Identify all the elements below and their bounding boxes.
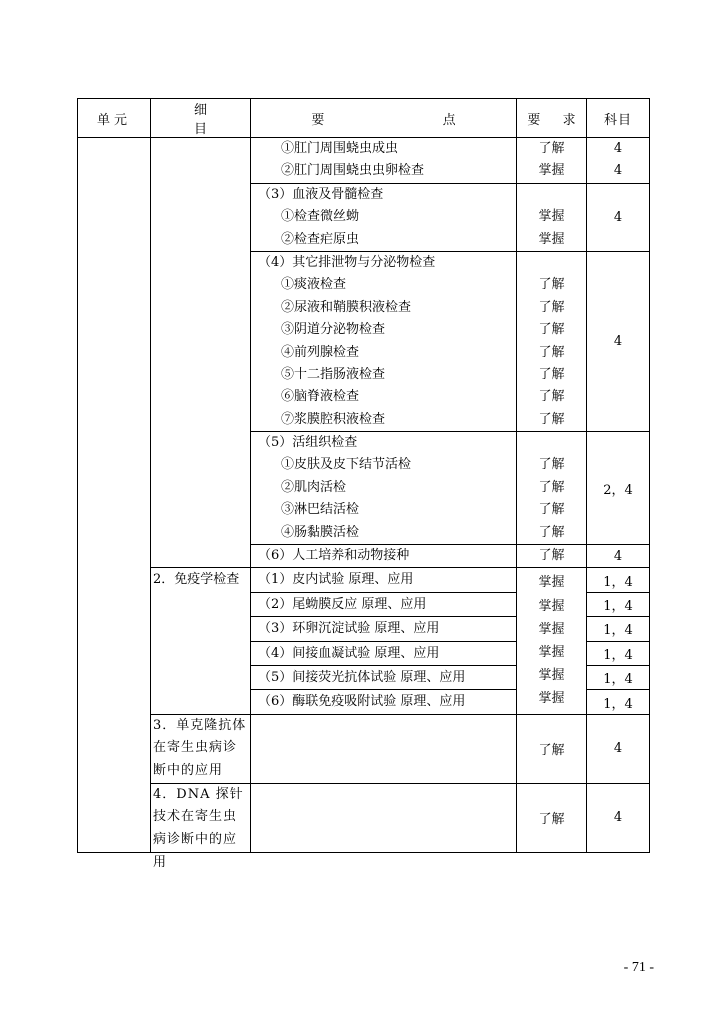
point-title: （5）间接荧光抗体试验 原理、应用 [258, 669, 466, 685]
detail-cell-monoclonal [151, 714, 251, 783]
point-line: ②肛门周围蛲虫虫卵检查 [281, 163, 425, 179]
points-cell [251, 690, 517, 714]
point-line: ②尿液和鞘膜积液检查 [281, 299, 412, 315]
header-points [251, 99, 517, 138]
point-line: ③阴道分泌物检查 [281, 322, 386, 338]
requirement-line: 掌握 [538, 575, 565, 591]
point-title: （4）其它排泄物与分泌物检查 [258, 254, 436, 270]
header-subject: 科目 [587, 99, 650, 138]
subject-cell: 1，4 [587, 665, 650, 689]
point-title: （3）血液及骨髓检查 [258, 186, 384, 202]
requirement-line: 掌握 [538, 668, 565, 684]
requirement-line: 掌握 [538, 621, 565, 637]
requirement-line: 了解 [538, 322, 565, 338]
requirement-line: 掌握 [538, 644, 565, 660]
requirement-line: 了解 [538, 479, 565, 495]
subject-cell: 1，4 [587, 617, 650, 641]
points-cell [251, 251, 517, 431]
subject-cell: 1，4 [587, 568, 650, 592]
point-title: （6）人工培养和动物接种 [258, 548, 410, 564]
point-line: ①检查微丝蚴 [281, 209, 360, 225]
table-row [78, 138, 650, 184]
table-row [78, 714, 650, 783]
requirement-line: 掌握 [538, 691, 565, 707]
points-cell [251, 617, 517, 641]
header-requirement [517, 99, 587, 138]
requirement-cell: 了解 [517, 714, 587, 783]
unit-cell [78, 138, 151, 853]
detail-cell-empty [151, 138, 251, 568]
points-cell [251, 545, 517, 568]
requirement-line: 了解 [538, 389, 565, 405]
subject-cell: 4 [587, 783, 650, 852]
requirement-line: 了解 [538, 141, 565, 156]
table-row [78, 783, 650, 852]
subject-line: 4 [613, 141, 623, 156]
points-cell-empty [251, 714, 517, 783]
point-line: ⑤十二指肠液检查 [281, 366, 386, 382]
detail-text: 3．单克隆抗体在寄生虫病诊断中的应用 [153, 717, 247, 778]
point-line: ②检查疟原虫 [281, 231, 360, 247]
requirement-cell [517, 251, 587, 431]
point-title: （3）环卵沉淀试验 原理、应用 [258, 621, 440, 637]
points-cell [251, 432, 517, 545]
requirement-line: 了解 [538, 457, 565, 473]
requirement-line: 了解 [538, 502, 565, 518]
requirement-line: 掌握 [538, 163, 565, 179]
detail-cell-immunology [151, 568, 251, 714]
subject-cell: 1，4 [587, 592, 650, 616]
header-unit: 单元 [78, 99, 151, 138]
requirement-line: 掌握 [538, 209, 565, 225]
point-title: （5）活组织检查 [258, 435, 358, 451]
subject-cell: 4 [587, 545, 650, 568]
requirement-line: 了解 [538, 344, 565, 360]
header-points-b: 点 [442, 112, 456, 128]
point-line: ⑥脑脊液检查 [281, 389, 360, 405]
requirement-line: 了解 [538, 366, 565, 382]
points-cell [251, 641, 517, 665]
point-line: ④前列腺检查 [281, 344, 360, 360]
requirement-cell [517, 545, 587, 568]
detail-text: 4．DNA 探针技术在寄生虫病诊断中的应用 [153, 786, 244, 870]
point-title: （1）皮内试验 原理、应用 [258, 572, 414, 588]
header-requirement-a: 要 [527, 112, 541, 128]
points-cell [251, 183, 517, 251]
requirement-line: 了解 [538, 524, 565, 540]
point-line: ④肠黏膜活检 [281, 524, 360, 540]
point-line: ⑦浆膜腔积液检查 [281, 411, 386, 427]
requirement-cell: 了解 [517, 783, 587, 852]
point-title: （6）酶联免疫吸附试验 原理、应用 [258, 694, 466, 710]
subject-cell [587, 138, 650, 184]
point-line: ①痰液检查 [281, 277, 347, 293]
requirement-cell [517, 432, 587, 545]
subject-cell: 2，4 [587, 432, 650, 545]
header-row [78, 99, 650, 138]
point-line: ②肌肉活检 [281, 479, 347, 495]
requirement-cell-immunology [517, 568, 587, 714]
subject-cell: 1，4 [587, 641, 650, 665]
header-requirement-b: 求 [562, 112, 576, 128]
requirement-line: 了解 [538, 299, 565, 315]
requirement-line: 掌握 [538, 231, 565, 247]
points-cell-empty [251, 783, 517, 852]
detail-text: 2．免疫学检查 [153, 572, 240, 588]
requirement-line: 了解 [538, 411, 565, 427]
requirement-cell [517, 183, 587, 251]
subject-cell: 4 [587, 251, 650, 431]
point-title: （4）间接血凝试验 原理、应用 [258, 645, 440, 661]
requirement-cell [517, 138, 587, 184]
requirement-line: 了解 [538, 548, 565, 564]
point-line: ①肛门周围蛲虫成虫 [281, 141, 399, 156]
point-line: ③淋巴结活检 [281, 502, 360, 518]
subject-cell: 4 [587, 183, 650, 251]
page-number: - 71 - [623, 960, 654, 975]
point-line: ①皮肤及皮下结节活检 [281, 457, 412, 473]
table-row [78, 568, 650, 592]
points-cell [251, 138, 517, 184]
requirement-line: 了解 [538, 277, 565, 293]
subject-cell: 1，4 [587, 690, 650, 714]
points-cell [251, 568, 517, 592]
points-cell [251, 665, 517, 689]
subject-line: 4 [613, 163, 623, 179]
header-points-a: 要 [311, 112, 325, 128]
points-cell [251, 592, 517, 616]
syllabus-table [77, 98, 650, 870]
subject-cell: 4 [587, 714, 650, 783]
detail-cell-dna [151, 783, 251, 870]
requirement-line: 掌握 [538, 598, 565, 614]
header-detail: 细目 [151, 99, 251, 138]
point-title: （2）尾蚴膜反应 原理、应用 [258, 596, 427, 612]
